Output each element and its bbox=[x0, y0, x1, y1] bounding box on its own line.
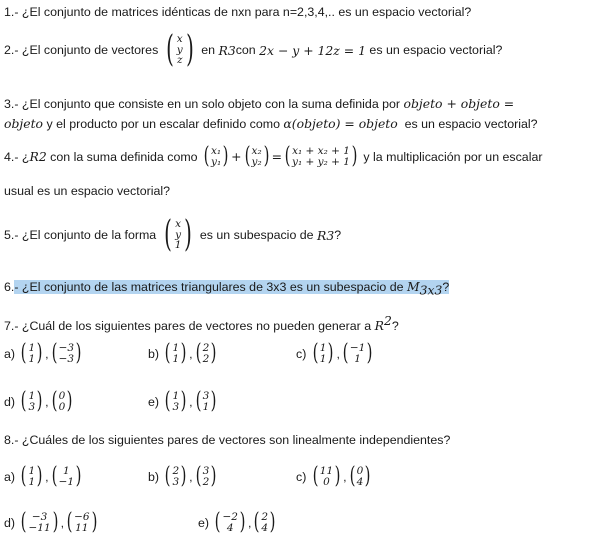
space-exponent: 2 bbox=[383, 313, 392, 328]
question-3-text: es un espacio vectorial? bbox=[404, 117, 538, 131]
vector-component: 1 bbox=[28, 352, 36, 365]
vector-component: 1 bbox=[62, 465, 70, 477]
question-5-prefix: 5.- ¿El conjunto de la forma bbox=[4, 228, 157, 243]
question-5 bbox=[4, 214, 342, 255]
question-4-text: usual es un espacio vectorial? bbox=[4, 184, 170, 198]
vector-component: x₁ bbox=[211, 145, 222, 157]
vector-component: 1 bbox=[172, 352, 180, 365]
vector: ( 1 1 ) bbox=[21, 340, 43, 367]
selected-text[interactable] bbox=[14, 279, 450, 298]
vector-component: 3 bbox=[172, 400, 180, 413]
option-label: c) bbox=[296, 346, 307, 361]
vector-component: 4 bbox=[261, 521, 269, 534]
vector: ( −6 11 ) bbox=[66, 509, 97, 536]
question-2-suffix: es un espacio vectorial? bbox=[369, 43, 503, 58]
vector-component: 0 bbox=[58, 400, 66, 413]
vector-component: 1 bbox=[319, 342, 327, 354]
vector-component: y bbox=[175, 228, 182, 241]
vector-component: 4 bbox=[356, 475, 364, 488]
question-3-line-2 bbox=[4, 116, 538, 131]
q8-option-c: c) ( 11 0 ) , ( 0 4 ) bbox=[296, 463, 371, 490]
vector-component: −2 bbox=[222, 511, 238, 523]
vector: ( 0 4 ) bbox=[349, 463, 371, 490]
vector: ( −3 −11 ) bbox=[21, 509, 59, 536]
space-exponent: 3 bbox=[227, 42, 236, 58]
vector-component: y₂ bbox=[251, 155, 262, 168]
space-symbol: R bbox=[29, 149, 39, 164]
question-8-text: 8.- ¿Cuáles de los siguientes pares de vectores son linealmente independientes? bbox=[4, 433, 451, 447]
vector-sum: ( x₁ + x₂ + 1 y₁ + y₂ + 1 ) bbox=[284, 143, 358, 170]
vector-component: x₂ bbox=[251, 145, 262, 157]
option-label: b) bbox=[148, 346, 160, 361]
question-6-suffix: ? bbox=[442, 280, 450, 294]
option-label: e) bbox=[198, 515, 210, 530]
question-6-number: 6. bbox=[4, 280, 15, 294]
vector-component: 2 bbox=[261, 511, 269, 523]
vector-component: 0 bbox=[356, 465, 364, 477]
vector: ( −1 1 ) bbox=[342, 340, 373, 367]
vector: ( 1 1 ) bbox=[21, 463, 43, 490]
vector: ( 1 1 ) bbox=[312, 340, 334, 367]
vector-2: ( x₂ y₂ ) bbox=[244, 143, 270, 170]
vector: ( 2 3 ) bbox=[165, 463, 187, 490]
question-2-mid: en bbox=[201, 43, 216, 58]
vector-component: 1 bbox=[354, 352, 361, 365]
option-label: e) bbox=[148, 394, 160, 409]
vector-component: z bbox=[176, 54, 183, 67]
question-1 bbox=[4, 5, 471, 19]
vector: ( 1 3 ) bbox=[165, 388, 187, 415]
vector-component: 2 bbox=[202, 342, 210, 354]
vector-component: −3 bbox=[58, 352, 75, 365]
option-label: d) bbox=[4, 394, 16, 409]
q7-option-b: b) ( 1 1 ) , ( 2 2 ) bbox=[148, 340, 217, 367]
vector: ( 3 1 ) bbox=[195, 388, 217, 415]
vector-component: 3 bbox=[202, 465, 210, 477]
question-3-text: 3.- ¿El conjunto que consiste en un solo objeto con la suma definida por bbox=[4, 97, 401, 111]
q7-option-d: d) ( 1 3 ) , ( 0 0 ) bbox=[4, 388, 73, 415]
question-8 bbox=[4, 433, 450, 447]
space-symbol: R bbox=[374, 318, 384, 334]
question-5-vector: ( x y 1 ) bbox=[163, 214, 193, 255]
vector-component: 1 bbox=[202, 400, 210, 413]
q8-option-a: a) ( 1 1 ) , ( 1 −1 ) bbox=[4, 463, 82, 490]
question-3-math: objeto bbox=[4, 116, 44, 131]
vector-component: 3 bbox=[202, 390, 210, 402]
question-5-suffix: ? bbox=[334, 228, 342, 243]
question-6-text: - ¿El conjunto de las matrices triangulares de 3x3 es un subespacio de bbox=[14, 280, 404, 294]
vector: ( 11 0 ) bbox=[312, 463, 341, 490]
vector: ( 0 0 ) bbox=[51, 388, 73, 415]
vector-component: 1 bbox=[172, 390, 180, 402]
q7-option-c: c) ( 1 1 ) , ( −1 1 ) bbox=[296, 340, 373, 367]
plus-sign: + bbox=[231, 149, 242, 164]
vector: ( 2 4 ) bbox=[253, 509, 276, 536]
q7-option-a: a) ( 1 1 ) , ( −3 −3 ) bbox=[4, 340, 82, 367]
vector: ( −2 4 ) bbox=[215, 509, 246, 536]
space-symbol: R bbox=[218, 42, 228, 58]
vector: ( 1 3 ) bbox=[21, 388, 43, 415]
q8-option-e: e) ( −2 4 ) , ( 2 4 ) bbox=[198, 509, 276, 536]
question-2 bbox=[4, 29, 503, 70]
vector-component: 0 bbox=[58, 390, 66, 402]
vector-component: −3 bbox=[58, 342, 75, 354]
vector: ( −3 −3 ) bbox=[51, 340, 82, 367]
option-label: c) bbox=[296, 469, 307, 484]
vector-component: 1 bbox=[28, 465, 36, 477]
question-2-con: con bbox=[235, 43, 256, 58]
vector-component: 1 bbox=[319, 352, 327, 365]
question-5-mid: es un subespacio de bbox=[199, 228, 314, 243]
question-6 bbox=[4, 279, 449, 297]
question-4-line-2 bbox=[4, 184, 170, 198]
vector: ( 1 −1 ) bbox=[51, 463, 82, 490]
question-3-math: α(objeto) = objeto bbox=[283, 116, 398, 131]
vector-component: 11 bbox=[75, 521, 89, 534]
vector-component: 2 bbox=[172, 465, 180, 477]
space-exponent: 3 bbox=[326, 227, 335, 243]
question-4-text: con la suma definida como bbox=[50, 149, 198, 164]
question-4-prefix: 4.- ¿ bbox=[4, 149, 30, 164]
space-symbol: R bbox=[317, 227, 327, 243]
vector-component: −6 bbox=[74, 511, 90, 523]
vector-component: y₁ bbox=[211, 155, 222, 168]
vector-component: x bbox=[175, 218, 181, 231]
option-label: d) bbox=[4, 515, 16, 530]
vector: ( 1 1 ) bbox=[165, 340, 187, 367]
question-4 bbox=[4, 143, 543, 170]
q8-option-b: b) ( 2 3 ) , ( 3 2 ) bbox=[148, 463, 217, 490]
vector-component: 0 bbox=[323, 475, 330, 488]
question-7-suffix: ? bbox=[391, 319, 399, 334]
vector-component: 2 bbox=[202, 475, 210, 488]
vector-component: −1 bbox=[58, 475, 75, 488]
question-2-vector: ( x y z ) bbox=[165, 29, 194, 70]
vector-component: x bbox=[176, 33, 183, 46]
option-label: a) bbox=[4, 469, 16, 484]
space-subscript: 3x3 bbox=[419, 282, 443, 298]
vector-component: 1 bbox=[28, 342, 36, 354]
vector: ( 3 2 ) bbox=[195, 463, 217, 490]
question-4-text: y la multiplicación por un escalar bbox=[363, 149, 543, 164]
question-3-math: objeto + objeto = bbox=[403, 96, 515, 111]
question-7 bbox=[4, 313, 399, 333]
question-3-text: y el producto por un escalar definido como bbox=[46, 117, 280, 131]
question-7-text: 7.- ¿Cuál de los siguientes pares de vectores no pueden generar a bbox=[4, 319, 372, 334]
vector-component: 11 bbox=[319, 465, 334, 477]
vector-component: 1 bbox=[174, 239, 182, 252]
vector-component: 1 bbox=[28, 390, 36, 402]
q8-option-d: d) ( −3 −11 ) , ( −6 11 ) bbox=[4, 509, 97, 536]
vector-component: −3 bbox=[31, 511, 48, 523]
vector-component: y₁ + y₂ + 1 bbox=[292, 155, 350, 168]
option-label: b) bbox=[148, 469, 160, 484]
equals-sign: = bbox=[271, 149, 283, 164]
option-label: a) bbox=[4, 346, 16, 361]
q7-option-e: e) ( 1 3 ) , ( 3 1 ) bbox=[148, 388, 217, 415]
vector-component: 3 bbox=[172, 475, 180, 488]
vector-component: −1 bbox=[349, 342, 366, 354]
question-2-prefix: 2.- ¿El conjunto de vectores bbox=[4, 43, 159, 58]
vector-component: −11 bbox=[28, 521, 51, 534]
space-symbol: M bbox=[406, 279, 420, 294]
plane-equation: 2x − y + 12z = 1 bbox=[259, 42, 366, 58]
vector-component: y bbox=[176, 43, 183, 56]
question-3-line-1 bbox=[4, 96, 514, 111]
vector-component: 1 bbox=[28, 475, 36, 488]
vector: ( 2 2 ) bbox=[195, 340, 217, 367]
space-exponent: 2 bbox=[38, 149, 47, 164]
vector-1: ( x₁ y₁ ) bbox=[203, 143, 229, 170]
vector-component: 4 bbox=[226, 521, 234, 534]
vector-component: x₁ + x₂ + 1 bbox=[292, 145, 350, 157]
vector-component: 3 bbox=[28, 400, 36, 413]
vector-component: 1 bbox=[172, 342, 180, 354]
vector-component: 2 bbox=[202, 352, 210, 365]
question-1-text: 1.- ¿El conjunto de matrices idénticas de nxn para n=2,3,4,.. es un espacio vectorial? bbox=[4, 5, 472, 19]
